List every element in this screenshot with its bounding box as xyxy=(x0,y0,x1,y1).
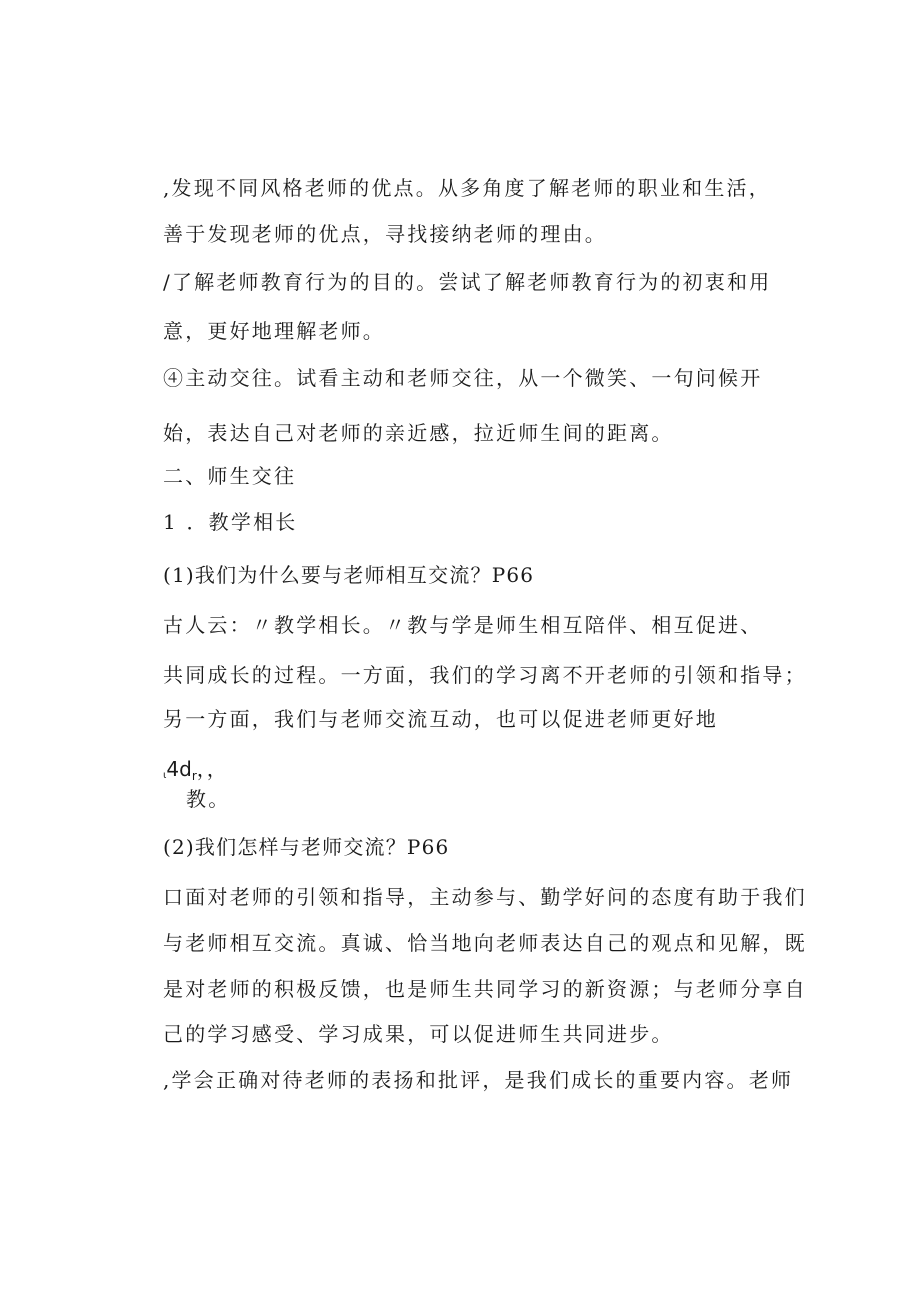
text-line: 教。 xyxy=(186,787,231,811)
text-line: 另一方面，我们与老师交流互动，也可以促进老师更好地 xyxy=(163,707,718,731)
section-heading: 二、师生交往 xyxy=(163,464,297,488)
subsection-heading: 1 ．教学相长 xyxy=(163,510,298,534)
text-line: ,发现不同风格老师的优点。从多角度了解老师的职业和生活， xyxy=(163,176,771,200)
fragment-prefix: ι xyxy=(163,770,167,781)
text-line: /了解老师教育行为的目的。尝试了解老师教育行为的初衷和用 xyxy=(163,270,772,294)
text-line: 口面对老师的引领和指导，主动参与、勤学好问的态度有助于我们 xyxy=(163,885,807,909)
text-line: 是对老师的积极反馈，也是师生共同学习的新资源；与老师分享自 xyxy=(163,977,807,1001)
garbled-fragment xyxy=(163,757,227,788)
text-line: 共同成长的过程。一方面，我们的学习离不开老师的引领和指导； xyxy=(163,663,807,687)
text-line: 意，更好地理解老师。 xyxy=(163,319,385,343)
text-line: 己的学习感受、学习成果，可以促进师生共同进步。 xyxy=(163,1022,674,1046)
question-heading: (1)我们为什么要与老师相互交流？P66 xyxy=(163,563,535,587)
question-heading: (2)我们怎样与老师交流？P66 xyxy=(163,835,450,859)
text-line: 始，表达自己对老师的亲近感，拉近师生间的距离。 xyxy=(163,421,674,445)
text-line: ④主动交往。试看主动和老师交往，从一个微笑、一句问候开 xyxy=(163,366,763,390)
text-line: 古人云：〃教学相长。〃教与学是师生相互陪伴、相互促进、 xyxy=(163,613,763,637)
text-line: 与老师相互交流。真诚、恰当地向老师表达自己的观点和见解，既 xyxy=(163,931,807,955)
fragment-suffix: ，， xyxy=(196,757,227,781)
fragment-main: 4d xyxy=(166,757,192,781)
fragment-subscript: r xyxy=(191,769,197,783)
text-line: ,学会正确对待老师的表扬和批评，是我们成长的重要内容。老师 xyxy=(163,1068,794,1092)
text-line: 善于发现老师的优点，寻找接纳老师的理由。 xyxy=(163,222,607,246)
